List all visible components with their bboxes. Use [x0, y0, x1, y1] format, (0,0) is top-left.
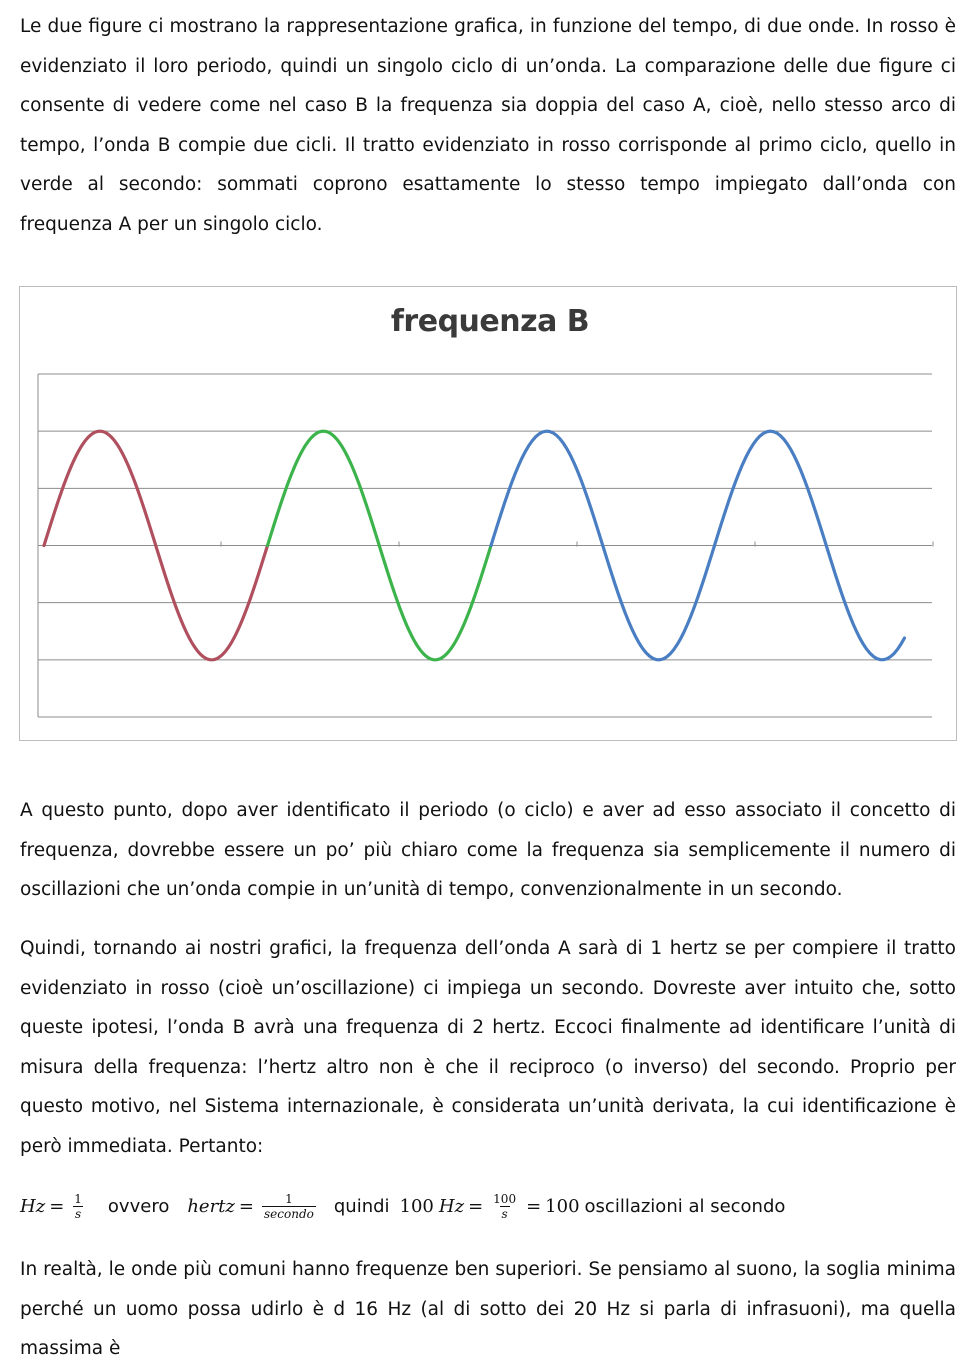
fraction-denominator: s: [501, 1206, 508, 1221]
intro-paragraph: Le due figure ci mostrano la rappresentazione grafica, in funzione del tempo, di due onde. In rosso è evidenziato il loro periodo, quindi un singolo ciclo di un’onda. La comparazione delle due figure ci consente di vedere come nel caso B la frequenza sia doppia del caso A, cioè, nello stesso arco di tempo, l’onda B compie due cicli. Il tratto evidenziato in rosso corrisponde al primo ciclo, quello in verde al secondo: sommati coprono esattamente lo stesso tempo impiegato dall’onda con frequenza A per un singolo ciclo.: [20, 16, 956, 235]
ovvero-word: ovvero: [107, 1195, 170, 1217]
hundred-value: 100: [399, 1195, 434, 1217]
fraction-one-over-s: [72, 1192, 84, 1221]
hz-symbol: Hz: [438, 1195, 465, 1217]
closing-paragraph: In realtà, le onde più comuni hanno frequenze ben superiori. Se pensiamo al suono, la soglia minima perché un uomo possa udirlo è d 16 Hz (al di sotto dei 20 Hz si parla di infrasuoni), ma quella massima è: [20, 1259, 956, 1359]
equals-sign: =: [49, 1195, 65, 1217]
formula-tail: oscillazioni al secondo: [584, 1195, 786, 1217]
fraction-one-over-secondo: [262, 1192, 316, 1221]
hertz-paragraph: Quindi, tornando ai nostri grafici, la frequenza dell’onda A sarà di 1 hertz se per compiere il tratto evidenziato in rosso (cioè un’oscillazione) ci impiega un secondo. Dovreste aver intuito che, sotto queste ipotesi, l’onda B avrà una frequenza di 2 hertz. Eccoci finalmente ad identificare l’unità di misura della frequenza: l’hertz altro non è che il reciproco (o inverso) del secondo. Proprio per questo motivo, nel Sistema internazionale, è considerata un’unità derivata, la cui identificazione è però immediata. Pertanto:: [20, 938, 956, 1157]
fraction-numerator: 1: [74, 1191, 82, 1206]
fraction-hundred-over-s: [491, 1192, 518, 1221]
chart-title: frequenza B: [390, 304, 590, 339]
fraction-numerator: 100: [493, 1191, 517, 1206]
fraction-denominator: secondo: [264, 1206, 314, 1221]
equals-sign: =: [238, 1195, 255, 1217]
equals-sign: =: [468, 1195, 484, 1217]
hertz-word: hertz: [187, 1195, 235, 1217]
hz-symbol: Hz: [20, 1195, 46, 1217]
equals-sign: =: [526, 1195, 542, 1217]
hundred-result: 100: [545, 1195, 580, 1217]
quindi-word: quindi: [333, 1195, 390, 1217]
fraction-denominator: s: [75, 1206, 82, 1221]
formula-line: [20, 1186, 960, 1226]
definition-paragraph: A questo punto, dopo aver identificato il periodo (o ciclo) e aver ad esso associato il concetto di frequenza, dovrebbe essere un po’ più chiaro come la frequenza sia semplicemente il numero di oscillazioni che un’onda compie in un’unità di tempo, convenzionalmente in un secondo.: [20, 800, 956, 900]
fraction-numerator: 1: [285, 1191, 293, 1206]
